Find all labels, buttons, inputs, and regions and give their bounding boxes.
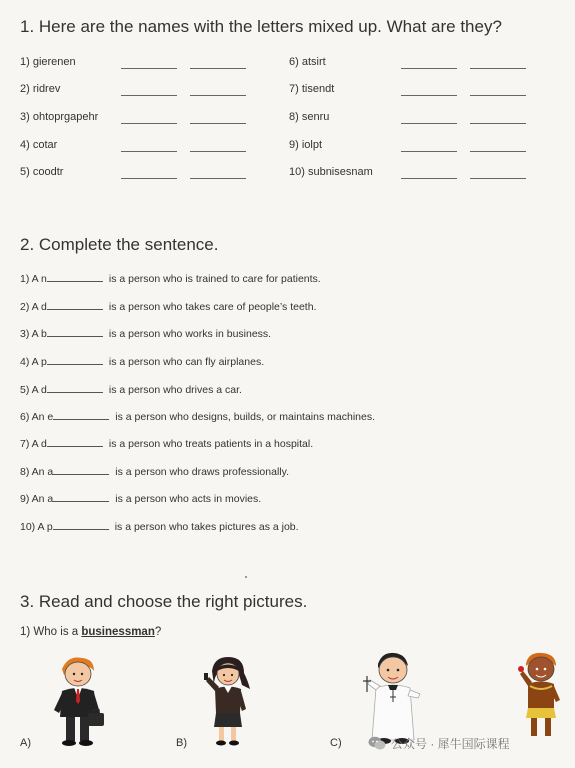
fill-blank[interactable] — [53, 465, 109, 475]
sentence-row — [20, 520, 299, 533]
priest-figure[interactable] — [362, 650, 424, 746]
sentence-prefix: 9) An a — [20, 493, 54, 505]
sentence-text: is a person who is trained to care for patients. — [108, 273, 321, 285]
sentence-text: is a person who drives a car. — [108, 384, 242, 396]
answer-blank[interactable] — [470, 95, 526, 96]
sentence-row — [20, 327, 271, 340]
sentence-prefix: 4) A p — [20, 356, 47, 368]
sentence-text: is a person who takes care of people’s teeth. — [108, 301, 317, 313]
answer-blank[interactable] — [190, 123, 246, 124]
woman-figure[interactable] — [200, 655, 256, 747]
sentence-prefix: 3) A b — [20, 328, 47, 340]
question-text: 1) Who is a — [20, 626, 82, 638]
sentence-text: is a person who takes pictures as a job. — [114, 521, 299, 533]
sentence-text: is a person who treats patients in a hospital. — [108, 438, 314, 450]
answer-blank[interactable] — [121, 68, 177, 69]
sentence-text: is a person who can fly airplanes. — [108, 356, 265, 368]
scrambled-word: 3) ohtoprgapehr — [20, 111, 99, 123]
fill-blank[interactable] — [53, 520, 109, 530]
speck — [245, 576, 247, 578]
fill-blank[interactable] — [47, 327, 103, 337]
answer-blank[interactable] — [190, 178, 246, 179]
sentence-text: is a person who designs, builds, or maintains machines. — [115, 411, 375, 423]
option-c-label[interactable]: C) — [330, 737, 342, 749]
sentence-prefix: 6) An e — [20, 411, 54, 423]
fill-blank[interactable] — [47, 437, 103, 447]
answer-blank[interactable] — [401, 95, 457, 96]
scrambled-word: 7) tisendt — [289, 83, 335, 95]
fill-blank[interactable] — [53, 492, 109, 502]
sentence-prefix: 5) A d — [20, 384, 47, 396]
section2-title: 2. Complete the sentence. — [20, 235, 219, 254]
fill-blank[interactable] — [47, 272, 103, 282]
sentence-prefix: 8) An a — [20, 466, 54, 478]
answer-blank[interactable] — [470, 68, 526, 69]
wechat-icon — [368, 736, 386, 751]
sentence-prefix: 2) A d — [20, 301, 47, 313]
scrambled-word: 2) ridrev — [20, 83, 61, 95]
sentence-text: is a person who acts in movies. — [115, 493, 262, 505]
option-a-label[interactable]: A) — [20, 737, 31, 749]
question-1 — [20, 626, 161, 638]
scrambled-word: 4) cotar — [20, 139, 58, 151]
sentence-row — [20, 272, 321, 285]
sentence-text: is a person who draws professionally. — [115, 466, 290, 478]
answer-blank[interactable] — [401, 68, 457, 69]
question-keyword: businessman — [81, 626, 155, 638]
sentence-prefix: 1) A n — [20, 273, 47, 285]
answer-blank[interactable] — [401, 123, 457, 124]
tribal-figure[interactable] — [516, 652, 566, 742]
sentence-row — [20, 492, 261, 505]
fill-blank[interactable] — [53, 410, 109, 420]
watermark-text: 公众号 · 犀牛国际课程 — [391, 737, 510, 751]
answer-blank[interactable] — [470, 151, 526, 152]
scrambled-word: 8) senru — [289, 111, 330, 123]
scrambled-word: 1) gierenen — [20, 56, 76, 68]
answer-blank[interactable] — [121, 95, 177, 96]
fill-blank[interactable] — [47, 300, 103, 310]
answer-blank[interactable] — [121, 123, 177, 124]
watermark — [368, 735, 510, 752]
answer-blank[interactable] — [470, 123, 526, 124]
sentence-prefix: 7) A d — [20, 438, 47, 450]
sentence-text: is a person who works in business. — [108, 328, 272, 340]
answer-blank[interactable] — [190, 68, 246, 69]
fill-blank[interactable] — [47, 355, 103, 365]
option-b-label[interactable]: B) — [176, 737, 187, 749]
scrambled-word: 5) coodtr — [20, 166, 64, 178]
sentence-row — [20, 300, 316, 313]
scrambled-word: 9) iolpt — [289, 139, 323, 151]
scrambled-word: 6) atsirt — [289, 56, 326, 68]
section1-title: 1. Here are the names with the letters mixed up. What are they? — [20, 17, 502, 36]
answer-blank[interactable] — [190, 151, 246, 152]
answer-blank[interactable] — [121, 151, 177, 152]
answer-blank[interactable] — [470, 178, 526, 179]
sentence-row — [20, 383, 242, 396]
sentence-row — [20, 355, 264, 368]
sentence-row — [20, 437, 313, 450]
question-mark: ? — [154, 626, 162, 638]
answer-blank[interactable] — [190, 95, 246, 96]
answer-blank[interactable] — [401, 178, 457, 179]
section3-title: 3. Read and choose the right pictures. — [20, 592, 308, 611]
answer-blank[interactable] — [121, 178, 177, 179]
scrambled-word: 10) subnisesnam — [289, 166, 373, 178]
answer-blank[interactable] — [401, 151, 457, 152]
sentence-row — [20, 465, 289, 478]
sentence-row — [20, 410, 375, 423]
sentence-prefix: 10) A p — [20, 521, 53, 533]
fill-blank[interactable] — [47, 383, 103, 393]
businessman-figure[interactable] — [50, 655, 110, 747]
